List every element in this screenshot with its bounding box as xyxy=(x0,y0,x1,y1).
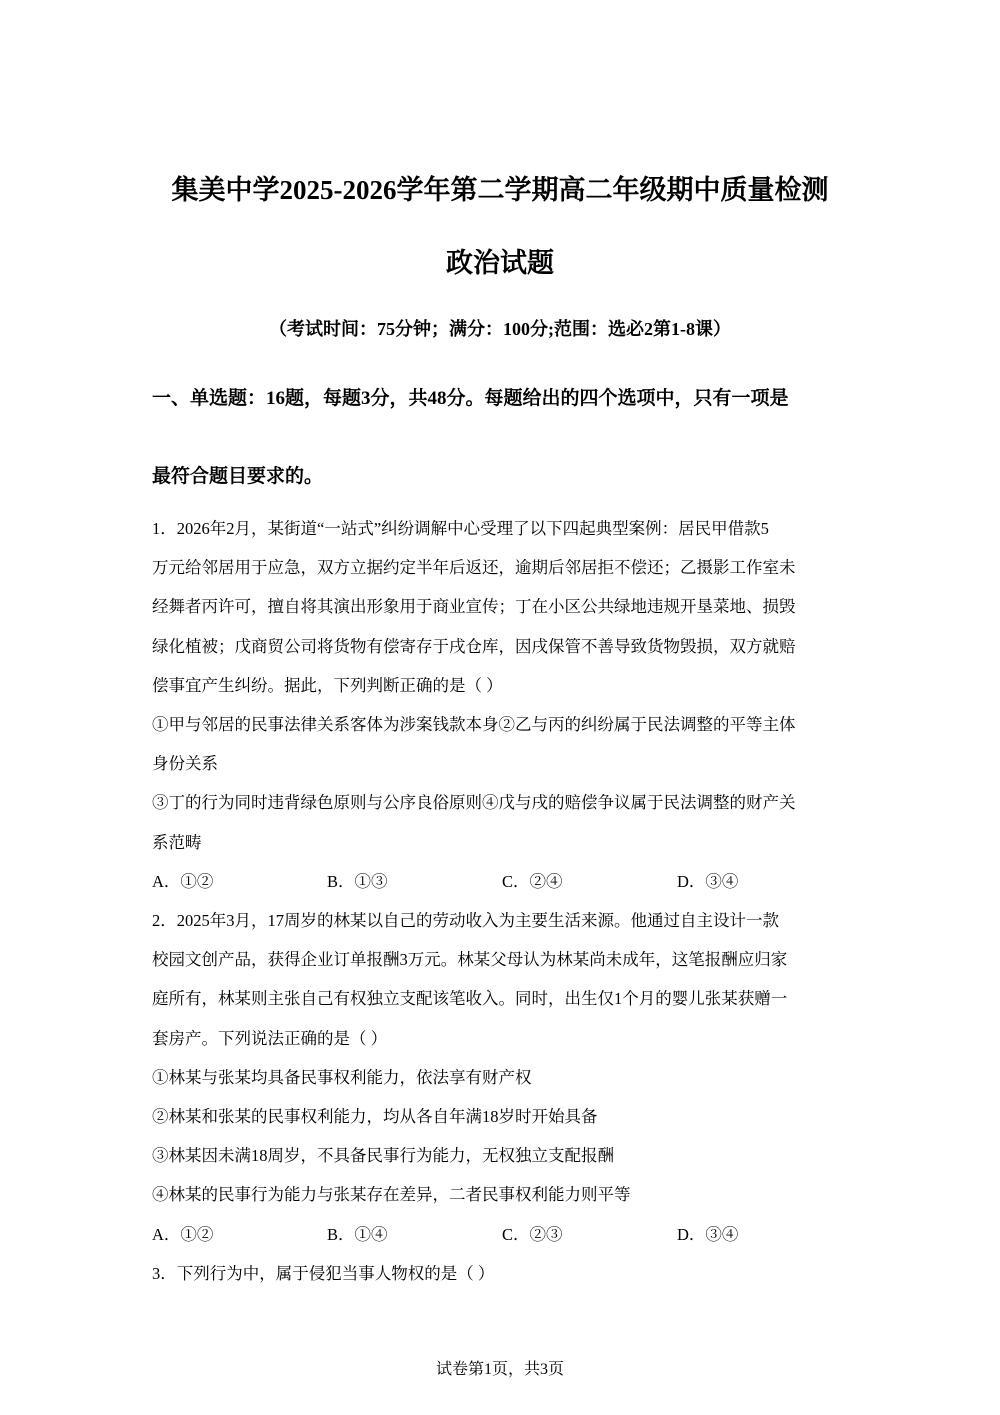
question-stem-line: 经舞者丙许可，擅自将其演出形象用于商业宣传；丁在小区公共绿地违规开垦菜地、损毁 xyxy=(152,597,796,617)
answer-option: D．③④ xyxy=(677,871,739,891)
answer-options xyxy=(152,1215,852,1254)
questions-body xyxy=(152,509,852,1293)
question-statement-line: ①林某与张某均具备民事权利能力，依法享有财产权 xyxy=(152,1067,532,1087)
answer-option: C．②④ xyxy=(502,871,563,891)
question-stem-line: 偿事宜产生纠纷。据此，下列判断正确的是（ ） xyxy=(152,675,503,695)
question-statement-line: ①甲与邻居的民事法律关系客体为涉案钱款本身②乙与丙的纠纷属于民法调整的平等主体 xyxy=(152,715,796,735)
question-stem-line: 校园文创产品，获得企业订单报酬3万元。林某父母认为林某尚未成年，这笔报酬应归家 xyxy=(152,950,788,970)
answer-option: B．①③ xyxy=(327,871,388,891)
question-stem-line: 套房产。下列说法正确的是（ ） xyxy=(152,1028,388,1048)
question-statement-line: ④林某的民事行为能力与张某存在差异，二者民事权利能力则平等 xyxy=(152,1185,631,1205)
question-statement-line: ③丁的行为同时违背绿色原则与公序良俗原则④戊与戌的赔偿争议属于民法调整的财产关 xyxy=(152,793,796,813)
question-stem-line: 万元给邻居用于应急，双方立据约定半年后返还，逾期后邻居拒不偿还；乙摄影工作室未 xyxy=(152,558,796,578)
answer-option: C．②③ xyxy=(502,1224,563,1244)
question-statement-line: 身份关系 xyxy=(152,754,218,774)
question-stem-line: 3．下列行为中，属于侵犯当事人物权的是（ ） xyxy=(152,1263,495,1283)
question-stem-line: 庭所有，林某则主张自己有权独立支配该笔收入。同时，出生仅1个月的婴儿张某获赠一 xyxy=(152,989,788,1009)
question-stem-line: 1．2026年2月，某街道“一站式”纠纷调解中心受理了以下四起典型案例：居民甲借款5 xyxy=(152,519,769,538)
page-footer: 试卷第1页，共3页 xyxy=(435,1361,564,1378)
question-stem-line: 2．2025年3月，17周岁的林某以自己的劳动收入为主要生活来源。他通过自主设计一款 xyxy=(152,911,779,931)
answer-option: A．①② xyxy=(152,871,214,891)
question-statement-line: ③林某因未满18周岁，不具备民事行为能力，无权独立支配报酬 xyxy=(152,1146,614,1166)
answer-options xyxy=(152,862,852,901)
answer-option: B．①④ xyxy=(327,1224,388,1244)
question-statement-line: ②林某和张某的民事权利能力，均从各自年满18岁时开始具备 xyxy=(152,1107,598,1127)
question-statement-line: 系范畴 xyxy=(152,832,202,852)
section-heading: 一、单选题：16题，每题3分，共48分。每题给出的四个选项中，只有一项是 xyxy=(152,388,789,409)
answer-option: D．③④ xyxy=(677,1224,739,1244)
subject-title: 政治试题 xyxy=(446,248,554,278)
answer-option: A．①② xyxy=(152,1224,214,1244)
exam-title: 集美中学2025-2026学年第二学期高二年级期中质量检测 xyxy=(171,175,829,205)
exam-info: （考试时间：75分钟；满分：100分;范围：选必2第1-8课） xyxy=(269,319,731,339)
question-stem-line: 绿化植被；戊商贸公司将货物有偿寄存于戌仓库，因戌保管不善导致货物毁损，双方就赔 xyxy=(152,636,796,656)
section-heading-cont: 最符合题目要求的。 xyxy=(152,466,324,487)
